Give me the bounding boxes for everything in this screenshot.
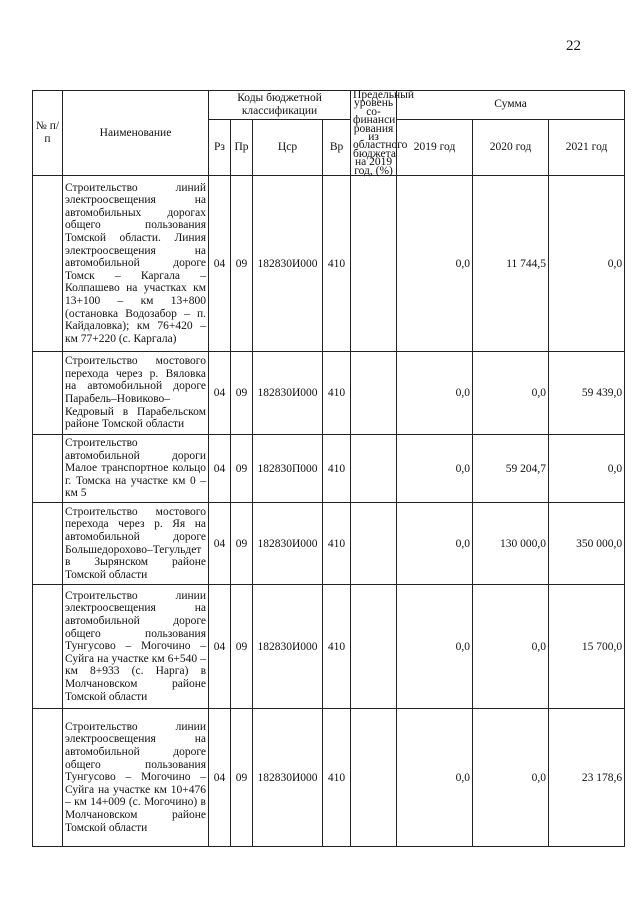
cell-y2020: 0,0 [473,709,549,847]
cell-y2020: 130 000,0 [473,503,549,585]
table-row [33,352,625,435]
cell-pr: 09 [231,435,253,503]
cell-vr: 410 [323,585,351,709]
cell-y2020: 59 204,7 [473,435,549,503]
cell-y2020: 0,0 [473,352,549,435]
cell-name: Строительство линии электроосвещения на автомобильной дороге общего пользования Тунгусово – Могочино – Суйга на участке км 10+476 – км 14+009 (с. Могочино) в Молчановском районе Томской области [63,709,209,847]
header-vr: Вр [323,119,351,175]
cell-vr: 410 [323,435,351,503]
cell-name: Строительство мостового перехода через р. Вяловка на автомобильной дороге Парабель–Новиково–Кедровый в Парабельском районе Томской области [63,352,209,435]
cell-y2021: 350 000,0 [549,503,625,585]
cell-cofinance [351,503,397,585]
cell-name: Строительство линий электроосвещения на автомобильных дорогах общего пользования Томской области. Линия электроосвещения на автомобильной дороге Томск – Каргала – Колпашево на участках км 13+100 – км 13+800 (остановка Водозабор – п. Кайдаловка); км 76+420 – км 77+220 (с. Каргала) [63,176,209,352]
cell-csr: 182830И000 [253,176,323,352]
table-row [33,176,625,352]
header-y2020: 2020 год [473,119,549,175]
cell-pr: 09 [231,585,253,709]
cell-num [33,352,63,435]
cell-y2021: 59 439,0 [549,352,625,435]
cell-rz: 04 [209,176,231,352]
cell-vr: 410 [323,176,351,352]
cell-num [33,585,63,709]
cell-y2021: 15 700,0 [549,585,625,709]
cell-cofinance [351,435,397,503]
cell-y2019: 0,0 [397,709,473,847]
cell-num [33,176,63,352]
cell-pr: 09 [231,352,253,435]
cell-csr: 182830И000 [253,709,323,847]
cell-y2020: 11 744,5 [473,176,549,352]
cell-y2019: 0,0 [397,585,473,709]
cell-name: Строительство линии электроосвещения на автомобильной дороге общего пользования Тунгусово – Могочино – Суйга на участке км 6+540 – км 8+933 (с. Нарга) в Молчановском районе Томской области [63,585,209,709]
cell-rz: 04 [209,585,231,709]
cell-name: Строительство мостового перехода через р. Яя на автомобильной дороге Большедорохово–Тегульдет в Зырянском районе Томской области [63,503,209,585]
cell-vr: 410 [323,352,351,435]
header-rz: Рз [209,119,231,175]
cell-cofinance [351,352,397,435]
table-row [33,435,625,503]
cell-y2021: 23 178,6 [549,709,625,847]
header-y2021: 2021 год [549,119,625,175]
cell-num [33,435,63,503]
cell-csr: 182830П000 [253,435,323,503]
table-row [33,585,625,709]
cell-vr: 410 [323,503,351,585]
header-codes-group: Коды бюджетной классификации [209,91,351,120]
cell-cofinance [351,176,397,352]
cell-y2019: 0,0 [397,176,473,352]
cell-csr: 182830И000 [253,585,323,709]
page-number: 22 [566,38,581,54]
header-cofinance: Предельный уровень со-финанси рования из областного бюджета на 2019 год, (%) [351,91,397,176]
header-csr: Цср [253,119,323,175]
cell-cofinance [351,585,397,709]
cell-pr: 09 [231,503,253,585]
cell-y2021: 0,0 [549,435,625,503]
cell-num [33,503,63,585]
cell-num [33,709,63,847]
table-row [33,503,625,585]
cell-y2019: 0,0 [397,503,473,585]
cell-cofinance [351,709,397,847]
cell-y2021: 0,0 [549,176,625,352]
cell-name: Строительство автомобильной дороги Малое транспортное кольцо г. Томска на участке км 0 – км 5 [63,435,209,503]
cell-csr: 182830И000 [253,352,323,435]
budget-table [32,90,625,847]
cell-y2020: 0,0 [473,585,549,709]
cell-pr: 09 [231,709,253,847]
header-name: Наименование [63,91,209,176]
table-row [33,709,625,847]
header-sum-group: Сумма [397,91,625,120]
cell-y2019: 0,0 [397,435,473,503]
header-pr: Пр [231,119,253,175]
cell-y2019: 0,0 [397,352,473,435]
cell-rz: 04 [209,352,231,435]
cell-vr: 410 [323,709,351,847]
header-num: № п/п [33,91,63,176]
cell-rz: 04 [209,709,231,847]
cell-csr: 182830И000 [253,503,323,585]
cell-pr: 09 [231,176,253,352]
cell-rz: 04 [209,503,231,585]
header-y2019: 2019 год [397,119,473,175]
cell-rz: 04 [209,435,231,503]
